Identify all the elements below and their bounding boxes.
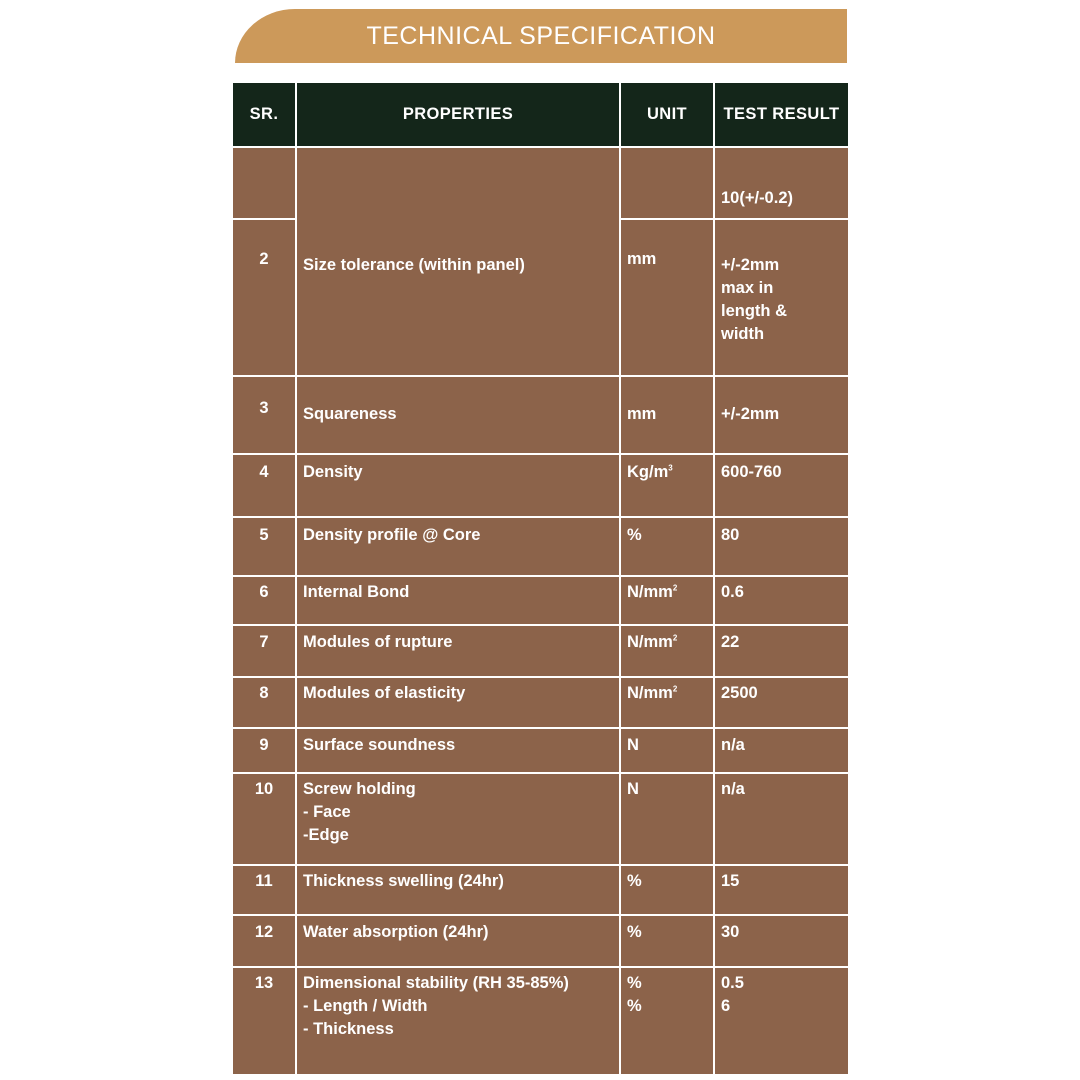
row-sr: 13 xyxy=(233,968,295,1074)
row-test-result: 2500 xyxy=(715,678,848,727)
row-test-result: 0.5 6 xyxy=(715,968,848,1074)
row-property: Screw holding - Face -Edge xyxy=(297,774,619,864)
row-test-result: 80 xyxy=(715,518,848,575)
row-unit xyxy=(621,968,713,1074)
row-unit xyxy=(621,678,713,727)
row-unit xyxy=(621,518,713,575)
row-unit xyxy=(621,220,713,375)
unit-text: Kg/m xyxy=(627,463,669,481)
unit-exponent: 2 xyxy=(672,633,678,643)
row-sr xyxy=(233,148,295,218)
unit-exponent: 2 xyxy=(672,583,678,593)
row-property: Modules of rupture xyxy=(297,626,619,676)
row-unit xyxy=(621,577,713,624)
unit-text: % xyxy=(627,923,642,941)
row-test-result: 600-760 xyxy=(715,455,848,516)
unit-text: mm xyxy=(627,405,657,423)
row-property: Water absorption (24hr) xyxy=(297,916,619,966)
row-property: Squareness xyxy=(297,377,619,453)
unit-text: N xyxy=(627,780,639,798)
row-unit xyxy=(621,729,713,772)
row-test-result: +/-2mm xyxy=(715,377,848,453)
row-unit xyxy=(621,866,713,914)
row-property: Size tolerance (within panel) xyxy=(297,220,619,375)
row-test-result: 22 xyxy=(715,626,848,676)
header-test-result: TEST RESULT xyxy=(715,83,848,146)
row-test-result: +/-2mm max in length & width xyxy=(715,220,848,375)
row-sr: 7 xyxy=(233,626,295,676)
header-unit: UNIT xyxy=(621,83,713,146)
row-sr: 12 xyxy=(233,916,295,966)
row-test-result: 0.6 xyxy=(715,577,848,624)
unit-text: N xyxy=(627,736,639,754)
row-property: Dimensional stability (RH 35-85%) - Length / Width - Thickness xyxy=(297,968,619,1074)
row-property: Modules of elasticity xyxy=(297,678,619,727)
unit-text: % xyxy=(627,526,642,544)
unit-exponent: 3 xyxy=(668,463,673,473)
row-unit xyxy=(621,377,713,453)
row-test-result: 30 xyxy=(715,916,848,966)
page-title: TECHNICAL SPECIFICATION xyxy=(366,21,716,50)
spec-table xyxy=(233,83,847,1070)
row-sr: 11 xyxy=(233,866,295,914)
row-unit xyxy=(621,916,713,966)
unit-exponent: 2 xyxy=(672,684,678,694)
row-unit xyxy=(621,455,713,516)
title-banner xyxy=(235,9,847,63)
row-sr: 2 xyxy=(233,220,295,375)
unit-text: N/mm xyxy=(627,583,673,601)
row-unit xyxy=(621,774,713,864)
row-test-result: 15 xyxy=(715,866,848,914)
row-property xyxy=(297,148,619,222)
row-property: Surface soundness xyxy=(297,729,619,772)
row-unit xyxy=(621,148,713,218)
header-sr: SR. xyxy=(233,83,295,146)
row-test-result: 10(+/-0.2) xyxy=(715,148,848,218)
row-test-result: n/a xyxy=(715,774,848,864)
row-property: Thickness swelling (24hr) xyxy=(297,866,619,914)
unit-text: N/mm xyxy=(627,633,673,651)
row-unit xyxy=(621,626,713,676)
row-sr: 4 xyxy=(233,455,295,516)
unit-text: % % xyxy=(627,974,642,1015)
row-sr: 8 xyxy=(233,678,295,727)
row-property: Density profile @ Core xyxy=(297,518,619,575)
row-property: Internal Bond xyxy=(297,577,619,624)
row-sr: 6 xyxy=(233,577,295,624)
row-sr: 3 xyxy=(233,377,295,453)
header-properties: PROPERTIES xyxy=(297,83,619,146)
unit-text: % xyxy=(627,872,642,890)
row-test-result: n/a xyxy=(715,729,848,772)
unit-text: mm xyxy=(627,250,657,268)
row-sr: 10 xyxy=(233,774,295,864)
unit-text: N/mm xyxy=(627,684,673,702)
row-sr: 9 xyxy=(233,729,295,772)
row-property: Density xyxy=(297,455,619,516)
row-sr: 5 xyxy=(233,518,295,575)
